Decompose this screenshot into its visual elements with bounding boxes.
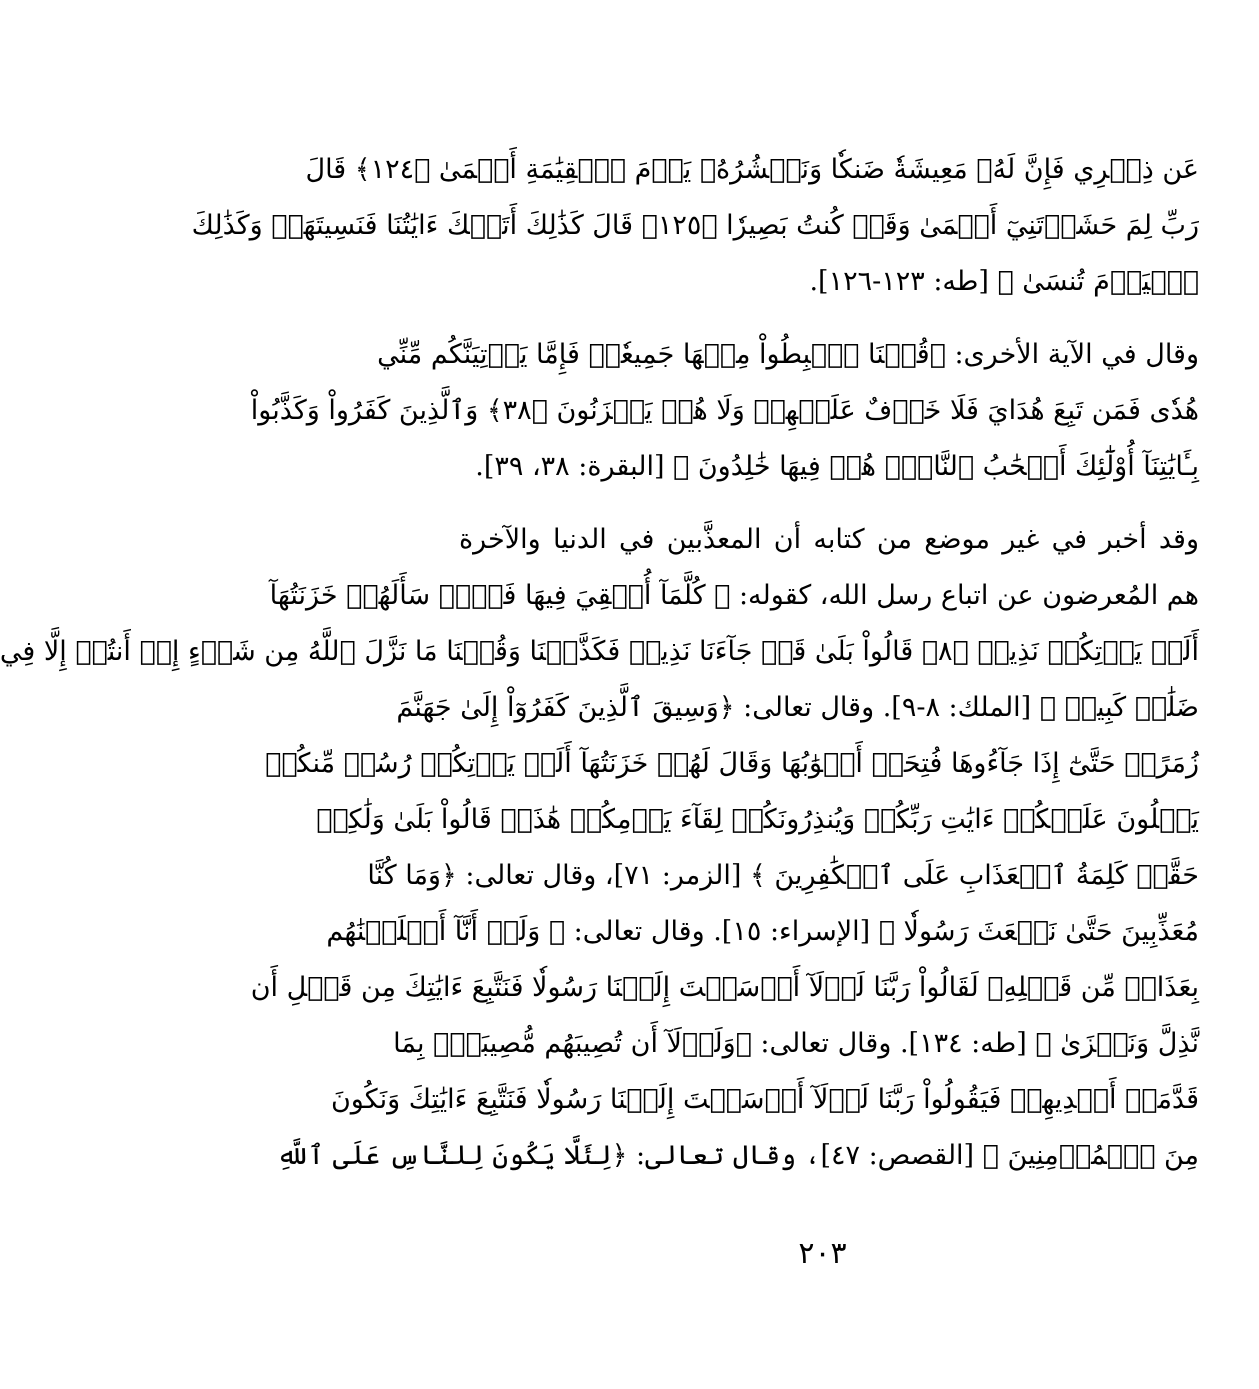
paragraph-punished-deniers — [0, 512, 1199, 1184]
text-line: هُدٗى فَمَن تَبِعَ هُدَايَ فَلَا خَوۡفٌ عَلَيۡهِمۡ وَلَا هُمۡ يَحۡزَنُونَ ﴿٣٨﴾ وَٱلَّذِينَ كَفَرُواْ وَكَذَّبُواْ — [250, 395, 1199, 426]
text-line: ٱلۡيَوۡمَ تُنسَىٰ ﴾ [طه: ١٢٣-١٢٦]. — [809, 266, 1199, 297]
text-line: مُعَذِّبِينَ حَتَّىٰ نَبۡعَثَ رَسُولٗا ﴾ [الإسراء: ١٥]. وقال تعالى: ﴿ وَلَوۡ أَنَّآ أَهۡلَكۡنَٰهُم — [326, 916, 1199, 947]
page-body — [0, 142, 1199, 1184]
text-line: رَبِّ لِمَ حَشَرۡتَنِيٓ أَعۡمَىٰ وَقَدۡ كُنتُ بَصِيرٗا ﴿١٢٥﴾ قَالَ كَذَٰلِكَ أَتَتۡكَ ءَايَٰتُنَا فَنَسِيتَهَاۖ وَكَذَٰلِكَ — [191, 210, 1199, 241]
text-line: عَن ذِكۡرِي فَإِنَّ لَهُۥ مَعِيشَةٗ ضَنكٗا وَنَحۡشُرُهُۥ يَوۡمَ ٱلۡقِيَٰمَةِ أَعۡمَىٰ ﴿١٢٤﴾ قَالَ — [305, 154, 1199, 185]
text-line: حَقَّتۡ كَلِمَةُ ٱلۡعَذَابِ عَلَى ٱلۡكَٰفِرِينَ ﴾ [الزمر: ٧١]، وقال تعالى: ﴿وَمَا كُنَّا — [367, 860, 1199, 891]
text-line: وقال في الآية الأخرى: ﴿قُلۡنَا ٱهۡبِطُواْ مِنۡهَا جَمِيعٗاۖ فَإِمَّا يَأۡتِيَنَّكُم مِّنِّي — [377, 339, 1199, 370]
text-line: يَتۡلُونَ عَلَيۡكُمۡ ءَايَٰتِ رَبِّكُمۡ وَيُنذِرُونَكُمۡ لِقَآءَ يَوۡمِكُمۡ هَٰذَاۚ قَالُواْ بَلَىٰ وَلَٰكِنۡ — [316, 804, 1199, 835]
text-line: أَلَمۡ يَأۡتِكُمۡ نَذِيرٞ ﴿٨﴾ قَالُواْ بَلَىٰ قَدۡ جَآءَنَا نَذِيرٞ فَكَذَّبۡنَا وَقُلۡنَا مَا نَزَّلَ ٱللَّهُ مِن شَيۡءٍ إِنۡ أَنتُمۡ إِلَّا فِي — [0, 636, 1199, 667]
paragraph-baqara-quote — [250, 327, 1199, 495]
text-line: بِـَٔايَٰتِنَآ أُوْلَٰٓئِكَ أَصۡحَٰبُ ٱلنَّارِۖ هُمۡ فِيهَا خَٰلِدُونَ ﴾ [البقرة: ٣٨، ٣٩]. — [475, 451, 1199, 482]
text-line: ضَلَٰلٖ كَبِيرٖ ﴾ [الملك: ٨-٩]. وقال تعالى: ﴿وَسِيقَ ٱلَّذِينَ كَفَرُوٓاْ إِلَىٰ جَهَنَّمَ — [396, 692, 1199, 723]
text-line: نَّذِلَّ وَنَخۡزَىٰ ﴾ [طه: ١٣٤]. وقال تعالى: ﴿وَلَوۡلَآ أَن تُصِيبَهُم مُّصِيبَةُۢ بِمَا — [393, 1028, 1199, 1059]
paragraph-gap — [459, 310, 1199, 327]
text-line: قَدَّمَتۡ أَيۡدِيهِمۡ فَيَقُولُواْ رَبَّنَا لَوۡلَآ أَرۡسَلۡتَ إِلَيۡنَا رَسُولٗا فَنَتَّبِعَ ءَايَٰتِكَ وَنَكُونَ — [330, 1084, 1199, 1115]
paragraph-taha-quote — [191, 142, 1199, 310]
text-line: بِعَذَابٖ مِّن قَبۡلِهِۦ لَقَالُواْ رَبَّنَا لَوۡلَآ أَرۡسَلۡتَ إِلَيۡنَا رَسُولٗا فَنَتَّبِعَ ءَايَٰتِكَ مِن قَبۡلِ أَن — [250, 972, 1199, 1003]
text-line: زُمَرًاۖ حَتَّىٰٓ إِذَا جَآءُوهَا فُتِحَتۡ أَبۡوَٰبُهَا وَقَالَ لَهُمۡ خَزَنَتُهَآ أَلَمۡ يَأۡتِكُمۡ رُسُلٞ مِّنكُمۡ — [265, 748, 1199, 779]
text-line: مِنَ ٱلۡمُؤۡمِنِينَ ﴾ [القصص: ٤٧]، وقال تعالى: ﴿لِئَلَّا يَكُونَ لِلنَّاسِ عَلَى ٱللَّهِ — [276, 1140, 1199, 1171]
paragraph-gap — [459, 495, 1199, 512]
page-number: ٢٠٣ — [798, 1236, 847, 1271]
text-line: هم المُعرضون عن اتباع رسل الله، كقوله: ﴿ كُلَّمَآ أُلۡقِيَ فِيهَا فَوۡجٞ سَأَلَهُمۡ خَزَنَتُهَآ — [269, 580, 1199, 611]
text-line: وقد أخبر في غير موضع من كتابه أن المعذَّبين في الدنيا والآخرة — [459, 524, 1199, 555]
